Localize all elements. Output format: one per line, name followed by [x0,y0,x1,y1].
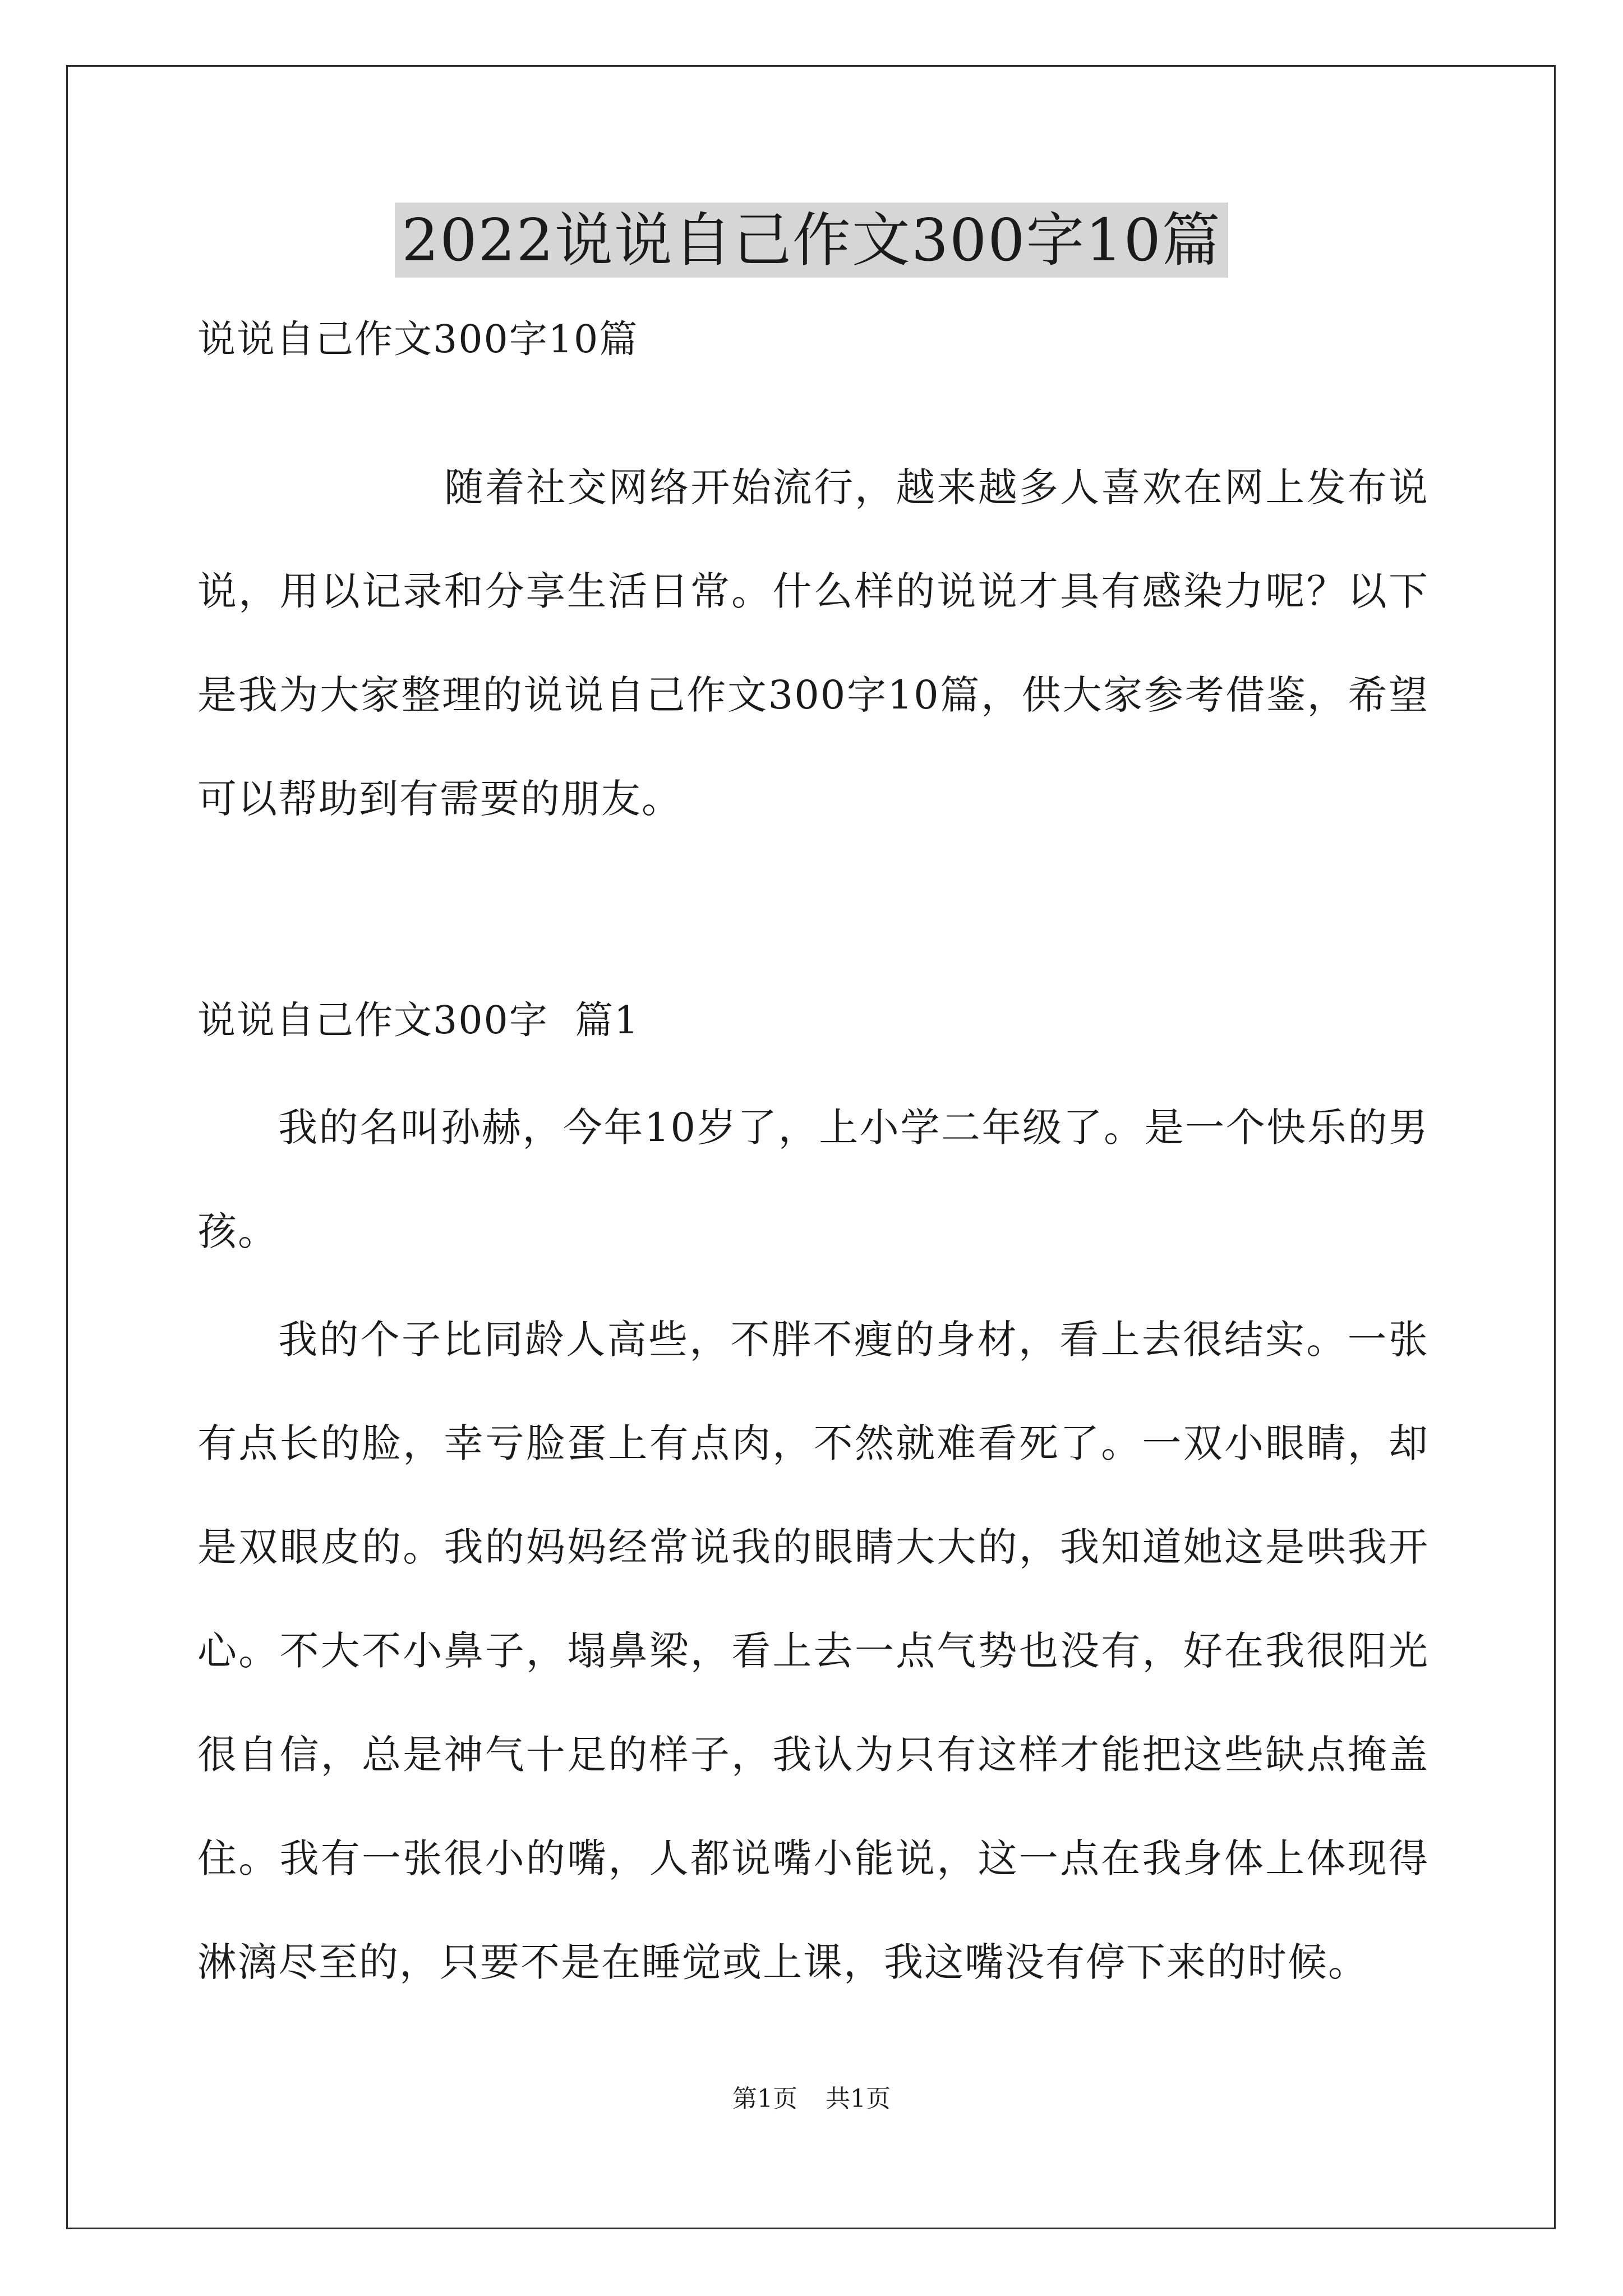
section-heading: 说说自己作文300字 篇1 [197,999,640,1043]
page-number-total: 共1页 [826,2085,891,2113]
document-title-text: 2022说说自己作文300字10篇 [395,203,1228,278]
body-paragraph-2: 我的个子比同龄人高些，不胖不瘦的身材，看上去很结实。一张有点长的脸，幸亏脸蛋上有点肉，不然就难看死了。一双小眼睛，却是双眼皮的。我的妈妈经常说我的眼睛大大的，我知道她这是哄我开心。不大不小鼻子，塌鼻梁，看上去一点气势也没有，好在我很阳光很自信，总是神气十足的样子，我认为只有这样才能把这些缺点掩盖住。我有一张很小的嘴，人都说嘴小能说，这一点在我身体上体现得淋漓尽至的，只要不是在睡觉或上课，我这嘴没有停下来的时候。 [197,1317,1429,1985]
document-subtitle: 说说自己作文300字10篇 [197,318,639,362]
page-footer [0,2082,1623,2116]
document-title [0,201,1623,279]
intro-paragraph: 随着社交网络开始流行，越来越多人喜欢在网上发布说说，用以记录和分享生活日常。什么样的说说才具有感染力呢？以下是我为大家整理的说说自己作文300字10篇，供大家参考借鉴，希望可以帮助到有需要的朋友。 [197,464,1429,822]
body-paragraph-1: 我的名叫孙赫，今年10岁了，上小学二年级了。是一个快乐的男孩。 [197,1105,1429,1254]
page-number-current: 第1页 [732,2085,797,2113]
